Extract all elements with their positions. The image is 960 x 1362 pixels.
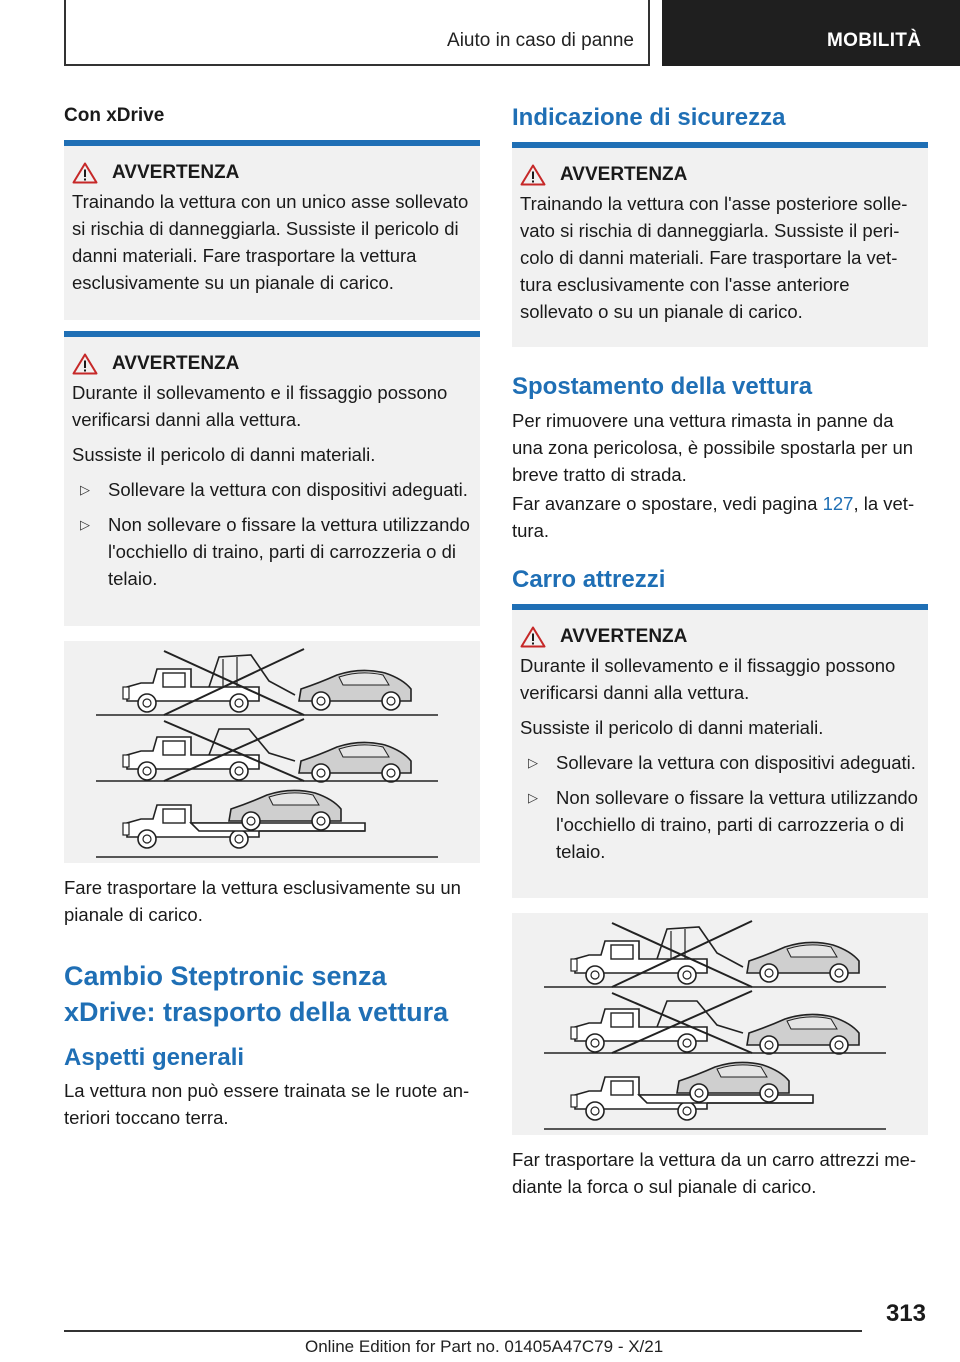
warning-icon [72,162,98,184]
bullet-triangle-icon: ▷ [80,517,90,532]
towing-illustration [64,641,480,863]
warning-title: AVVERTENZA [560,626,688,647]
figure-caption: Fare trasportare la vettura esclusivamente su un pianale di carico. [64,877,461,925]
warning-box-2 [64,331,480,626]
page-number: 313 [885,1300,926,1327]
warning-box-1 [64,140,480,320]
edition-footer: Online Edition for Part no. 01405A47C79 - X/21 [305,1337,664,1356]
warning-text: Durante il sollevamento e il fissaggio possono verificarsi danni alla vettura. [520,655,896,703]
warning-box-2 [512,604,928,898]
list-item: ▷ Sollevare la vettura con dispositivi adeguati. [520,749,920,776]
section-heading: Cambio Steptronic senza xDrive: trasporto della vettura [64,961,449,1027]
warning-icon [520,626,546,648]
bullet-triangle-icon: ▷ [528,790,538,805]
warning-text: Trainando la vettura con un unico asse sollevato si rischia di danneggiarla. Sussiste il pericolo di danni materiali. Fare trasportare la vettura esclusivamente su un pianale di carico. [72,191,469,293]
warning-title: AVVERTENZA [112,162,240,183]
bullet-triangle-icon: ▷ [528,755,538,770]
warning-icon [72,353,98,375]
page-header [64,0,960,66]
body-text-reference: Far avanzare o spostare, vedi pagina 127, la vettura. [512,493,915,541]
subsection-heading: Spostamento della vettura [512,373,813,400]
subsection-heading: Aspetti generali [64,1044,245,1071]
towing-methods-figure [512,913,928,1135]
warning-text: Sussiste il pericolo di danni materiali. [72,444,376,465]
section-title: Aiuto in caso di panne [447,30,634,51]
warning-text: Durante il sollevamento e il fissaggio possono verificarsi danni alla vettura. [72,382,448,430]
bullet-triangle-icon: ▷ [80,482,90,497]
list-item: ▷ Sollevare la vettura con dispositivi adeguati. [72,476,472,503]
warning-title: AVVERTENZA [112,353,240,374]
body-text: Per rimuovere una vettura rimasta in panne da una zona pericolosa, è possibile spostarla per un breve tratto di strada. [512,410,914,485]
chapter-tab [662,0,960,66]
towing-methods-figure [64,641,480,863]
warning-text: Sussiste il pericolo di danni materiali. [520,717,824,738]
list-item: ▷ Non sollevare o fissare la vettura utilizzando l'occhiello di traino, parti di carrozzeria o di telaio. [520,784,920,865]
section-tab [64,0,650,66]
section-heading: Indicazione di sicurezza [512,104,786,131]
warning-text: Trainando la vettura con l'asse posteriore sollevato si rischia di danneggiarla. Sussiste il pericolo di danni materiali. Fare trasportare la vettura esclusivamente con l'asse anteriore sollevato o su un pianale di carico. [520,193,908,322]
footer-divider [64,1330,862,1332]
subheading-xdrive: Con xDrive [64,105,165,126]
page-link[interactable]: 127 [822,493,854,514]
towing-illustration [512,913,928,1135]
body-text: La vettura non può essere trainata se le ruote anteriori toccano terra. [64,1080,470,1128]
figure-caption: Far trasportare la vettura da un carro attrezzi mediante la forca o sul pianale di carico. [512,1149,917,1197]
warning-title: AVVERTENZA [560,164,688,185]
subsection-heading: Carro attrezzi [512,566,666,593]
warning-box-1 [512,142,928,347]
list-item: ▷ Non sollevare o fissare la vettura utilizzando l'occhiello di traino, parti di carrozzeria o di telaio. [72,511,472,592]
chapter-title: MOBILITÀ [827,30,922,51]
warning-icon [520,164,546,186]
